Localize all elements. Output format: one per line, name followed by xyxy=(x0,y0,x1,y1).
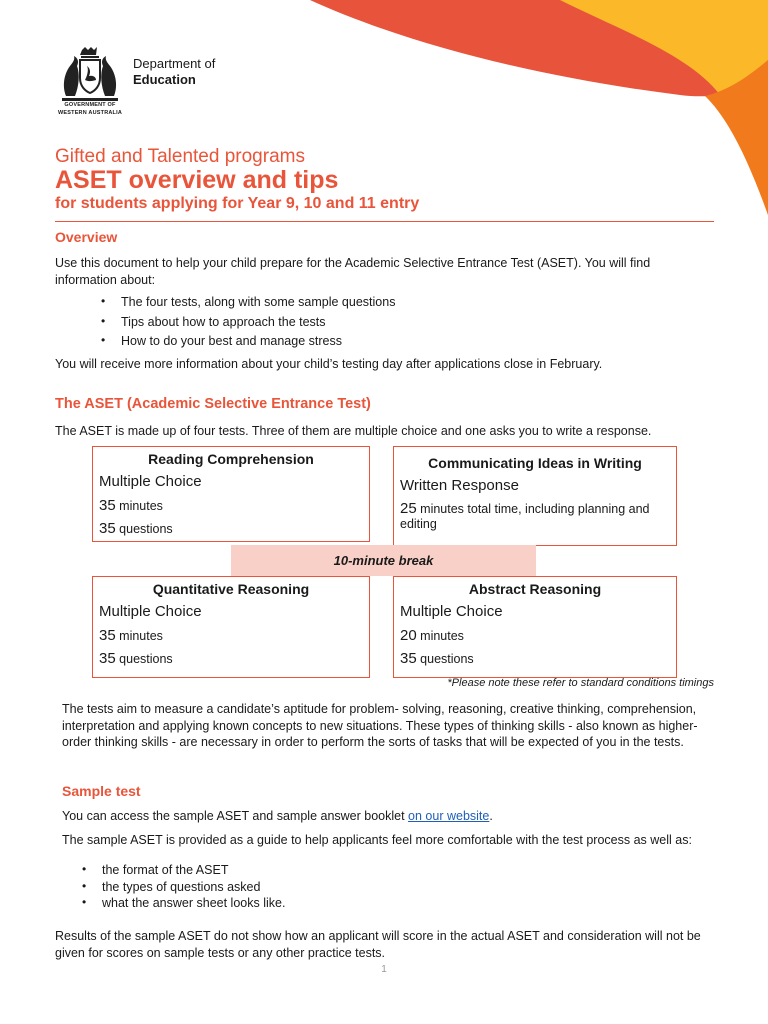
overview-heading: Overview xyxy=(55,229,118,245)
sample-access-text: You can access the sample ASET and sample answer booklet on our website. xyxy=(62,809,493,823)
timings-footnote: *Please note these refer to standard conditions timings xyxy=(447,677,714,689)
list-item: • the format of the ASET xyxy=(82,862,285,879)
document-subtitle: for students applying for Year 9, 10 and 11 entry xyxy=(55,195,420,212)
test-type: Multiple Choice xyxy=(400,603,503,620)
department-name-line2: Education xyxy=(133,72,196,87)
test-title: Abstract Reasoning xyxy=(468,581,602,597)
overview-outro: You will receive more information about your child’s testing day after applications close in February. xyxy=(55,357,603,371)
crest-caption-line2: WESTERN AUSTRALIA xyxy=(58,110,122,116)
overview-bullet-list xyxy=(101,295,395,354)
break-banner: 10-minute break xyxy=(231,545,536,576)
aset-heading: The ASET (Academic Selective Entrance Test) xyxy=(55,396,371,412)
test-question-count: 35 questions xyxy=(99,650,173,667)
test-box-communicating-ideas xyxy=(393,446,677,546)
department-name-line1: Department of xyxy=(133,56,216,71)
test-title: Quantitative Reasoning xyxy=(152,581,310,597)
list-item: • The four tests, along with some sample questions xyxy=(101,295,395,315)
list-item: • Tips about how to approach the tests xyxy=(101,315,395,335)
test-question-count: 35 questions xyxy=(400,650,474,667)
overview-intro: Use this document to help your child prepare for the Academic Selective Entrance Test (ASET). You will find information about: xyxy=(55,256,651,287)
test-title: Communicating Ideas in Writing xyxy=(428,455,642,471)
list-item: • How to do your best and manage stress xyxy=(101,334,395,354)
sample-bullet-list xyxy=(82,862,285,912)
page-number: 1 xyxy=(381,964,387,975)
aset-aim-paragraph: The tests aim to measure a candidate’s aptitude for problem- solving, reasoning, creative thinking, comprehension, interpretation and applying known concepts to new situations. These types of thinking skills - also known as higher-order thinking skills - are necessary in order to perform the sorts of tasks that will be expected of you in the tests. xyxy=(62,702,698,749)
test-box-reading-comprehension xyxy=(92,446,370,542)
test-question-count: 35 questions xyxy=(99,520,173,537)
test-duration: 35 minutes xyxy=(99,627,163,644)
test-duration: 35 minutes xyxy=(99,497,163,514)
test-box-quantitative-reasoning xyxy=(92,576,370,678)
list-item: • what the answer sheet looks like. xyxy=(82,895,285,912)
aset-intro: The ASET is made up of four tests. Three of them are multiple choice and one asks you to write a response. xyxy=(55,424,652,438)
document-title: ASET overview and tips xyxy=(55,166,339,194)
document-supertitle: Gifted and Talented programs xyxy=(55,146,305,167)
crest-caption-line1: GOVERNMENT OF xyxy=(64,102,116,108)
test-box-abstract-reasoning xyxy=(393,576,677,678)
test-type: Multiple Choice xyxy=(99,603,202,620)
list-item: • the types of questions asked xyxy=(82,879,285,896)
sample-test-heading: Sample test xyxy=(62,783,141,799)
test-duration: 20 minutes xyxy=(400,627,464,644)
test-title: Reading Comprehension xyxy=(148,451,314,467)
sample-guide-text: The sample ASET is provided as a guide to help applicants feel more comfortable with the test process as well as: xyxy=(62,833,692,847)
test-duration: 25 minutes total time, including planning and editing xyxy=(400,500,650,531)
test-type: Written Response xyxy=(400,477,519,494)
sample-results-paragraph: Results of the sample ASET do not show how an applicant will score in the actual ASET and consideration will not be given for scores on sample tests or any other practice tests. xyxy=(55,929,701,960)
website-link[interactable]: on our website xyxy=(408,809,490,823)
test-type: Multiple Choice xyxy=(99,473,202,490)
title-divider xyxy=(55,221,714,222)
